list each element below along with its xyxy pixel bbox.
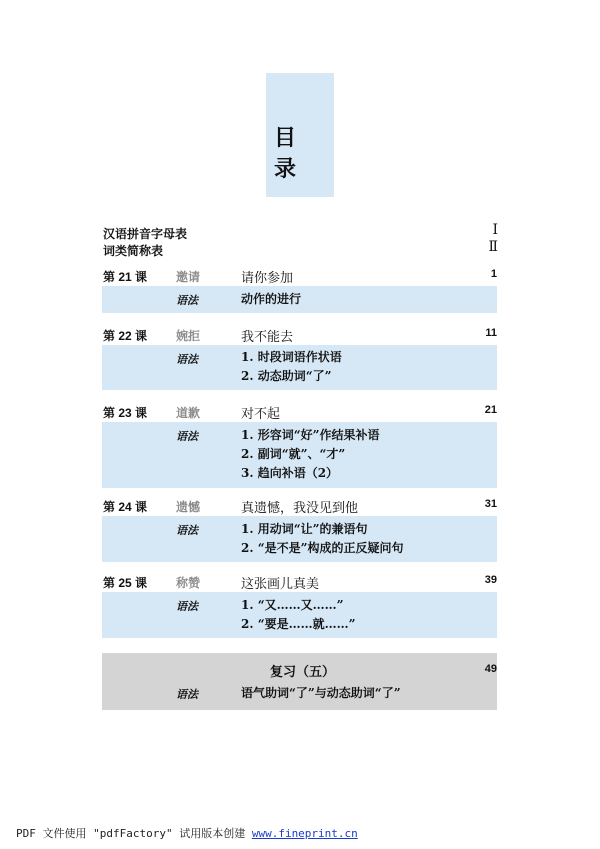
grammar-item: 2. 动态助词“了” — [241, 369, 332, 383]
lesson-page: 31 — [484, 498, 497, 510]
footer-link[interactable]: www.fineprint.cn — [251, 827, 358, 840]
grammar-box — [102, 345, 497, 390]
lesson-21 — [102, 266, 497, 313]
lesson-topic: 道歉 — [176, 406, 201, 420]
lesson-header — [102, 402, 497, 422]
front-matter-page-0: Ⅰ — [492, 222, 498, 238]
footer-text: PDF 文件使用 "pdfFactory" 试用版本创建 — [16, 827, 252, 840]
lesson-number: 第 25 课 — [103, 576, 148, 590]
grammar-list — [241, 290, 301, 309]
pdf-footer — [16, 825, 358, 841]
lesson-number: 第 23 课 — [103, 406, 148, 420]
lesson-title[interactable]: 真遗憾，我没见到他 — [241, 501, 359, 516]
lesson-title[interactable]: 我不能去 — [241, 330, 294, 345]
grammar-item: 1. 形容词“好”作结果补语 — [241, 428, 380, 442]
review-section — [102, 653, 497, 710]
grammar-list — [241, 426, 380, 483]
front-matter-label-0: 汉语拼音字母表 — [103, 227, 188, 241]
grammar-box — [102, 286, 497, 313]
grammar-list — [241, 596, 356, 634]
lesson-title[interactable]: 请你参加 — [241, 271, 294, 286]
lesson-page: 39 — [484, 574, 497, 586]
grammar-label: 语法 — [176, 430, 198, 443]
lesson-title[interactable]: 对不起 — [241, 407, 281, 422]
toc-title-box — [266, 73, 334, 197]
lesson-page: 11 — [485, 327, 497, 339]
grammar-list — [241, 520, 404, 558]
front-matter-page-1: Ⅱ — [488, 239, 498, 255]
grammar-box — [102, 422, 497, 488]
review-title[interactable]: 复习（五） — [270, 665, 336, 680]
lesson-23 — [102, 402, 497, 488]
lesson-25 — [102, 572, 497, 638]
lesson-title[interactable]: 这张画儿真美 — [241, 577, 320, 592]
grammar-box — [102, 516, 497, 562]
grammar-item: 2. “要是……就……” — [241, 617, 356, 631]
lesson-topic: 婉拒 — [176, 329, 201, 343]
lesson-header — [102, 266, 497, 286]
lesson-topic: 邀请 — [176, 270, 201, 284]
grammar-item: 语气助词“了”与动态助词“了” — [241, 686, 401, 700]
grammar-box — [102, 592, 497, 638]
lesson-page: 21 — [484, 404, 497, 416]
grammar-label: 语法 — [176, 600, 198, 613]
grammar-label: 语法 — [176, 688, 198, 701]
lesson-22 — [102, 325, 497, 390]
lesson-header — [102, 325, 497, 345]
lesson-topic: 遗憾 — [176, 500, 201, 514]
grammar-item: 动作的进行 — [241, 292, 302, 306]
page-title: 目 录 — [274, 126, 305, 182]
lesson-header — [102, 496, 497, 516]
grammar-label: 语法 — [176, 353, 198, 366]
grammar-item: 2. “是不是”构成的正反疑问句 — [241, 541, 404, 555]
grammar-label: 语法 — [176, 294, 198, 307]
grammar-item: 3. 趋向补语（2） — [241, 466, 339, 480]
grammar-item: 1. “又……又……” — [241, 598, 344, 612]
lesson-24 — [102, 496, 497, 562]
front-matter-label-1: 词类简称表 — [103, 244, 164, 258]
grammar-item: 2. 副词“就”、“才” — [241, 447, 346, 461]
grammar-list — [241, 348, 342, 386]
grammar-item: 1. 时段词语作状语 — [241, 350, 342, 364]
lesson-number: 第 22 课 — [103, 329, 148, 343]
lesson-header — [102, 572, 497, 592]
review-page: 49 — [484, 663, 497, 675]
grammar-label: 语法 — [176, 524, 198, 537]
grammar-item: 1. 用动词“让”的兼语句 — [241, 522, 368, 536]
lesson-topic: 称赞 — [176, 576, 201, 590]
lesson-number: 第 21 课 — [103, 270, 148, 284]
lesson-number: 第 24 课 — [103, 500, 148, 514]
lesson-page: 1 — [490, 268, 497, 280]
